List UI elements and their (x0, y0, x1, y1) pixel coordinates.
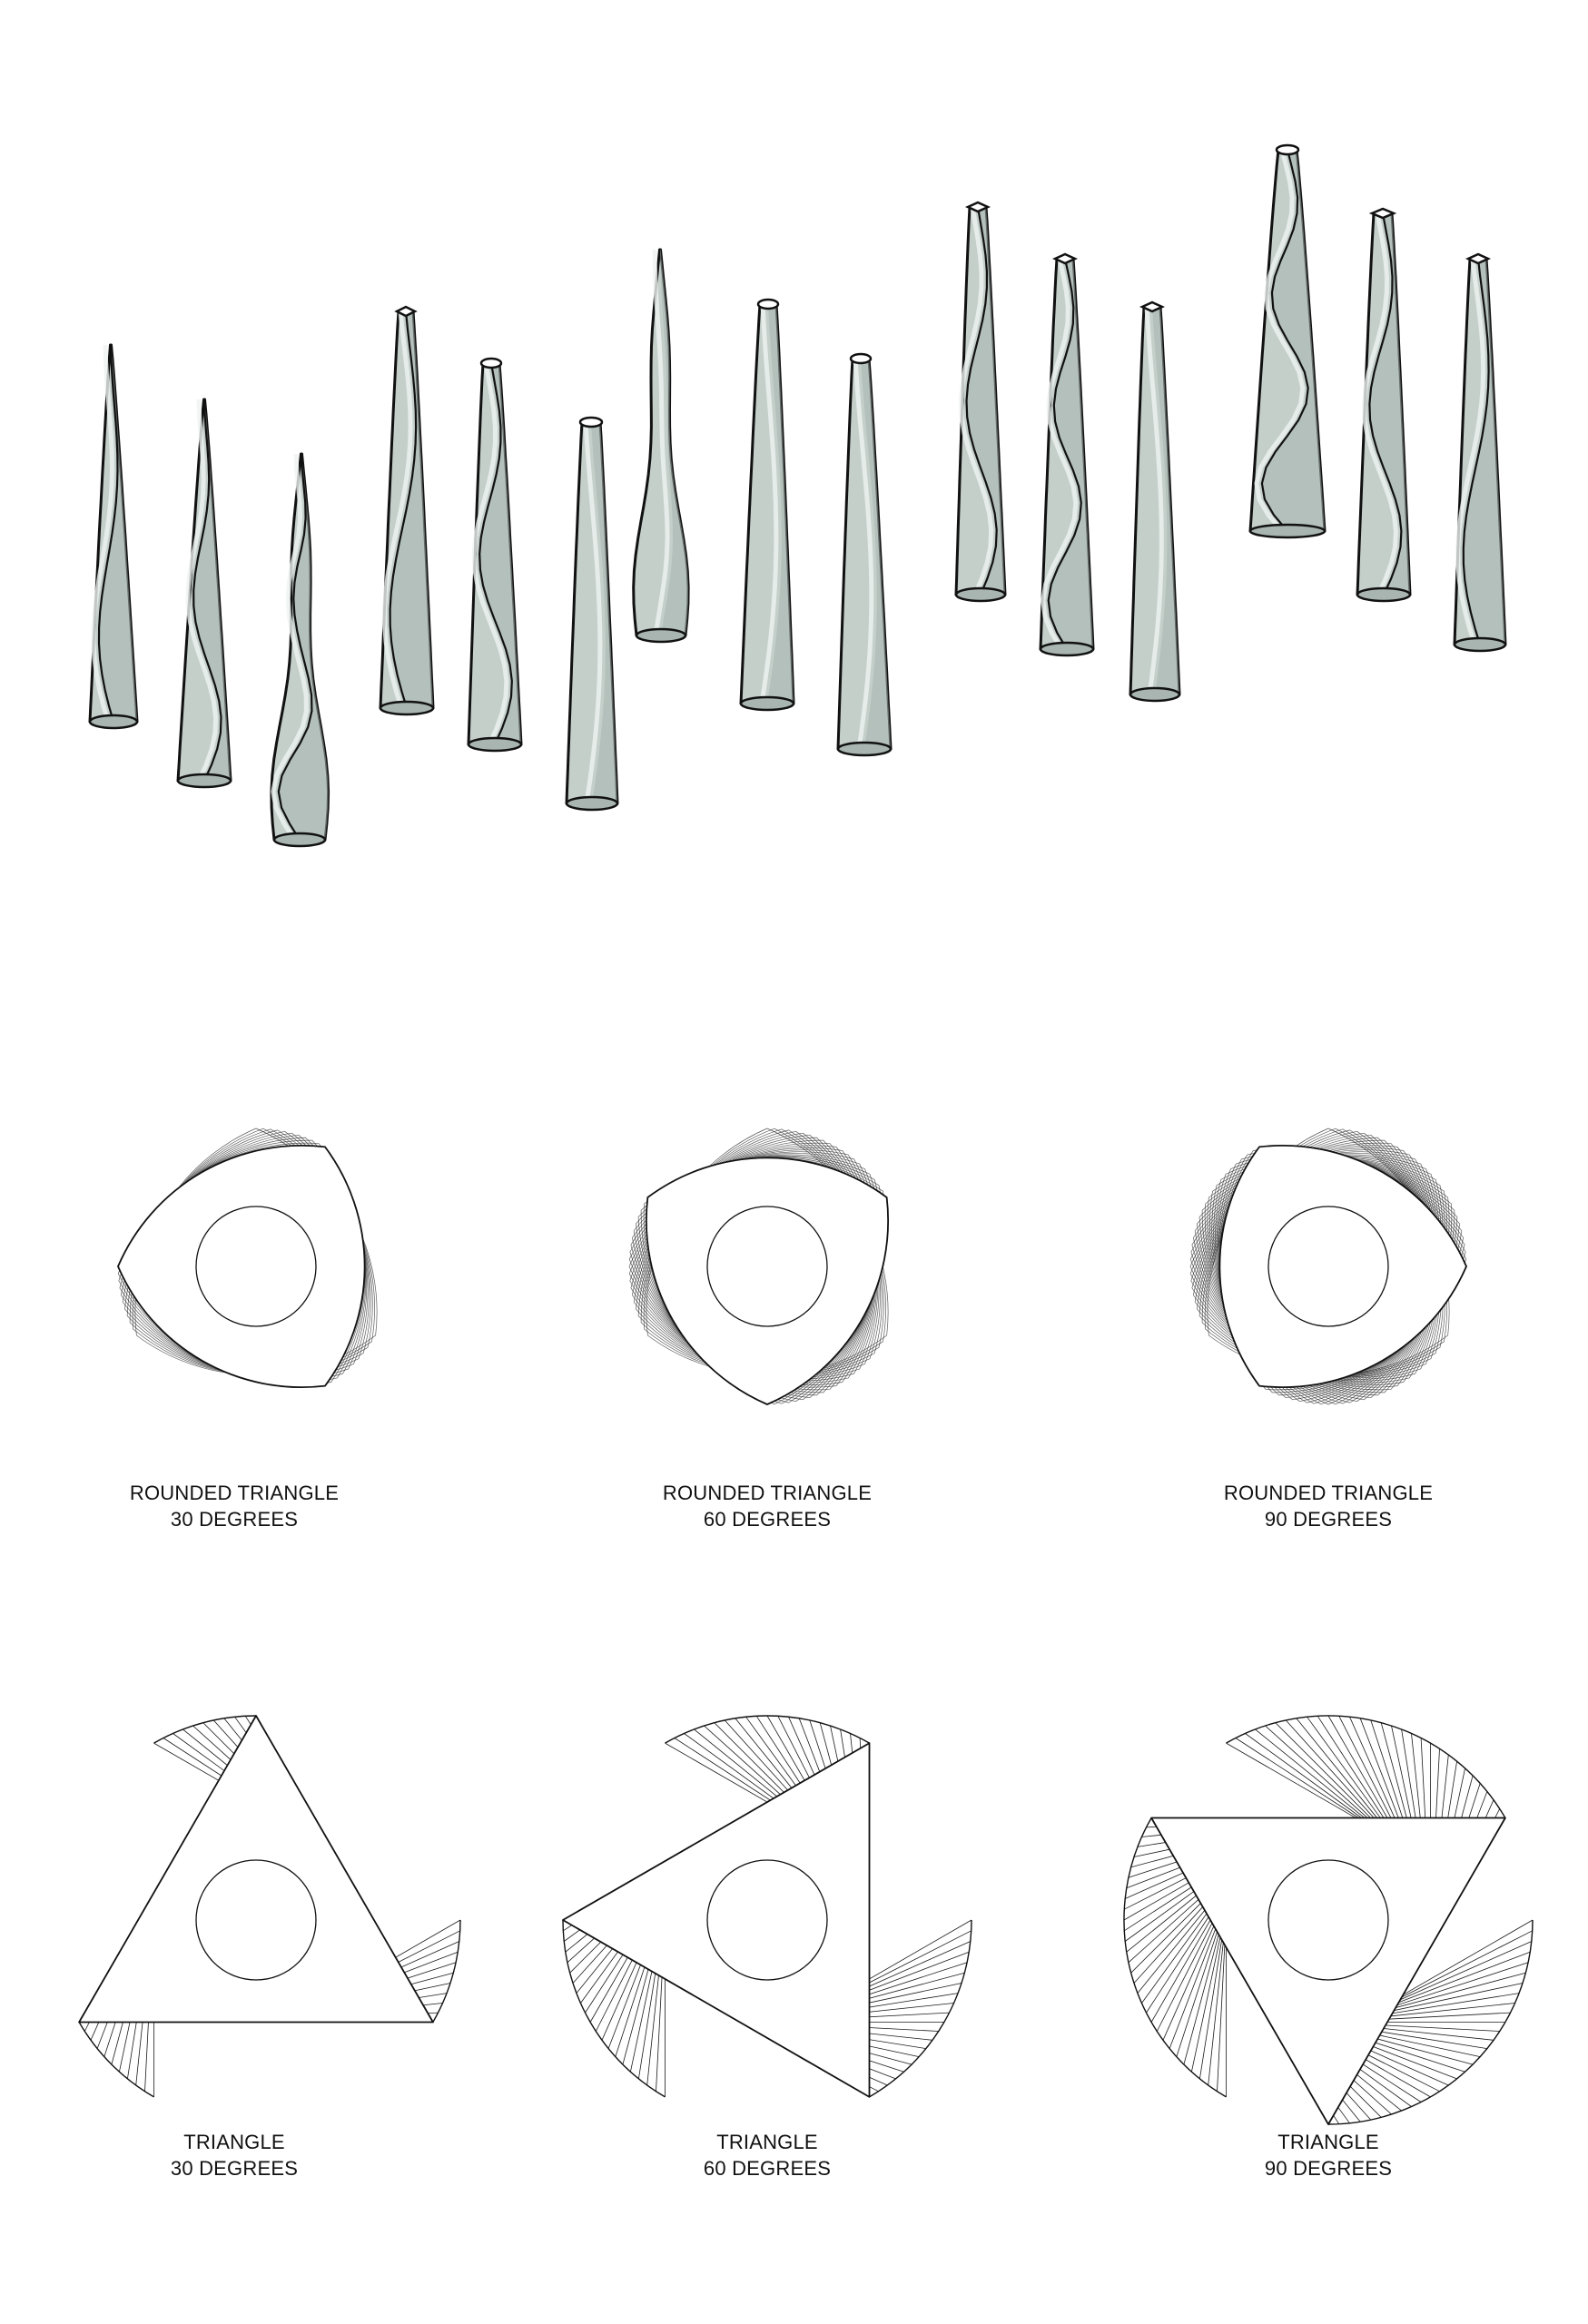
plan-triangle-30 (79, 1716, 460, 2097)
twisted-spire-triangle (634, 250, 688, 642)
twisted-spire-triangle (90, 345, 137, 728)
caption-rounded-triangle-90-line1: ROUNDED TRIANGLE (1223, 1482, 1434, 1504)
twisted-spire-models (90, 145, 1505, 846)
twisted-spire-square (956, 202, 1005, 601)
sweep-arc (666, 1716, 870, 1743)
spire-base (1130, 688, 1179, 701)
twisted-spire-square (1041, 254, 1093, 655)
twisted-spire-circle (838, 354, 891, 755)
caption-triangle-60-line2: 60 DEGREES (703, 2157, 832, 2180)
core-circle (196, 1206, 316, 1326)
caption-triangle-90-line1: TRIANGLE (1277, 2131, 1379, 2153)
plan-triangle-60 (563, 1716, 972, 2097)
spire-base (956, 588, 1005, 601)
plan-triangle-90 (1124, 1716, 1533, 2124)
core-circle (707, 1206, 827, 1326)
spire-base (636, 629, 686, 642)
spire-base (380, 702, 433, 714)
twisted-spire-circle (741, 300, 794, 710)
sweep-arc (870, 1920, 972, 2097)
caption-triangle-90-line2: 90 DEGREES (1264, 2157, 1393, 2180)
core-circle (196, 1860, 316, 1980)
spire-base (567, 797, 617, 810)
core-circle (1268, 1860, 1388, 1980)
twist-sweep-line (1218, 1933, 1226, 2092)
caption-rounded-triangle-30-line2: 30 DEGREES (170, 1508, 299, 1531)
plan-rounded-triangle-30 (118, 1128, 377, 1387)
plan-rounded-triangle-60 (629, 1128, 888, 1404)
spire-base (838, 743, 891, 755)
twisted-spire-triangle (178, 399, 231, 787)
sweep-arc (433, 1920, 460, 2023)
spire-base (1455, 638, 1505, 651)
plan-rounded-triangle-90 (1190, 1128, 1466, 1404)
core-circle (1268, 1206, 1388, 1326)
twisted-spire-triangle (271, 454, 329, 846)
caption-triangle-60-line1: TRIANGLE (716, 2131, 818, 2153)
core-circle (707, 1860, 827, 1980)
caption-triangle-30-line1: TRIANGLE (183, 2131, 285, 2153)
twisted-spire-circle (567, 418, 617, 810)
caption-triangle-30-line2: 30 DEGREES (170, 2157, 299, 2180)
spire-tip (851, 354, 871, 363)
sweep-arc (1227, 1716, 1505, 1817)
twisted-spire-square (1357, 209, 1410, 601)
twisted-spire-square (380, 307, 433, 714)
twist-sweep-line (1199, 1922, 1224, 2079)
twist-sweep-line (1266, 1726, 1384, 1832)
twisted-spire-rounded-triangle (469, 359, 521, 751)
spire-base (1250, 525, 1325, 537)
spire-tip (580, 418, 602, 427)
spire-tip (481, 359, 501, 368)
sweep-arc (79, 2023, 153, 2097)
twisted-spire-square (1130, 302, 1179, 701)
twisted-spire-rounded-triangle (1250, 145, 1325, 537)
caption-rounded-triangle-60-line1: ROUNDED TRIANGLE (662, 1482, 873, 1504)
caption-rounded-triangle-30-line1: ROUNDED TRIANGLE (129, 1482, 340, 1504)
twisted-spire-square (1455, 254, 1505, 651)
twist-sweep-line (1227, 1743, 1365, 1823)
spire-base (90, 715, 137, 728)
spire-base (178, 774, 231, 787)
spire-tip (758, 300, 778, 309)
spire-base (274, 833, 325, 846)
spire-base (469, 738, 521, 751)
caption-rounded-triangle-90-line2: 90 DEGREES (1264, 1508, 1393, 1531)
spire-base (1041, 643, 1093, 655)
spire-tip (1277, 145, 1298, 154)
caption-rounded-triangle-60-line2: 60 DEGREES (703, 1508, 832, 1531)
spire-base (1357, 588, 1410, 601)
spire-base (741, 697, 794, 710)
